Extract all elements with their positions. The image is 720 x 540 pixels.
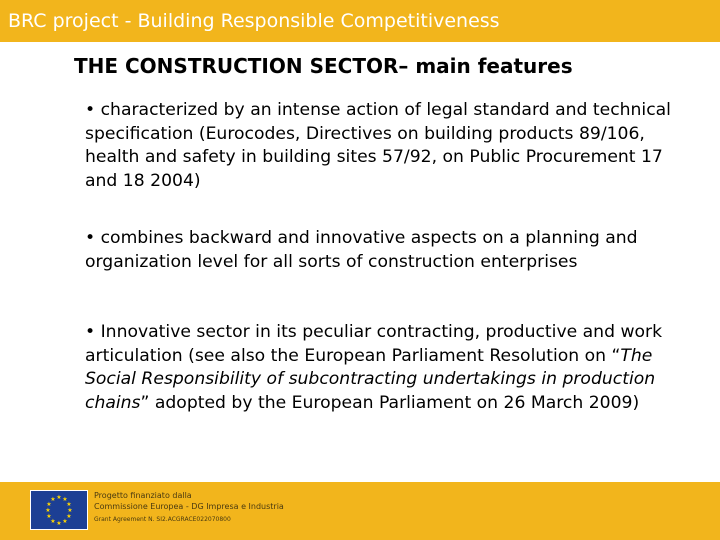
svg-text:★: ★ [45,507,51,514]
footer-bar [0,482,720,540]
svg-text:★: ★ [62,496,68,503]
funding-line-1: Progetto finanziato dalla [94,491,192,500]
bullet-text-start: • Innovative sector in its peculiar contracting, productive and work articulation (see also the European Parliament Resolution on “ [85,322,663,366]
funding-line-2: Commissione Europea - DG Impresa e Industria [94,502,284,511]
bullet-text-end: ” adopted by the European Parliament on 26 March 2009) [140,392,640,413]
svg-text:★: ★ [66,513,72,520]
header-bar [0,0,720,42]
eu-stars-icon [31,491,87,529]
svg-text:★: ★ [46,501,52,508]
slide-title: THE CONSTRUCTION SECTOR– main features [74,54,573,78]
funding-notice [94,490,284,525]
resolution-title: The Social Responsibility of subcontracting undertakings in production chains [85,345,656,413]
svg-text:★: ★ [50,496,56,503]
svg-text:★: ★ [50,518,56,525]
svg-text:★: ★ [62,518,68,525]
svg-text:★: ★ [56,520,62,527]
grant-agreement: Grant Agreement N. SI2.ACGRACE022070800 [94,516,231,523]
svg-text:★: ★ [66,501,72,508]
bullet-legal-standards: • characterized by an intense action of legal standard and technical specification (Eurocodes, Directives on building products 89/106, health and safety in building sites 57/92, on Public Procurement 17 and 18 2004) [85,100,671,191]
svg-text:★: ★ [67,507,73,514]
project-title: BRC project - Building Responsible Competitiveness [8,10,500,32]
bullet-backward-innovative: • combines backward and innovative aspects on a planning and organization level for all sorts of construction enterprises [85,228,638,272]
eu-flag-icon [30,490,88,530]
svg-text:★: ★ [56,494,62,501]
bullet-innovative-sector [85,321,675,415]
svg-text:★: ★ [46,513,52,520]
